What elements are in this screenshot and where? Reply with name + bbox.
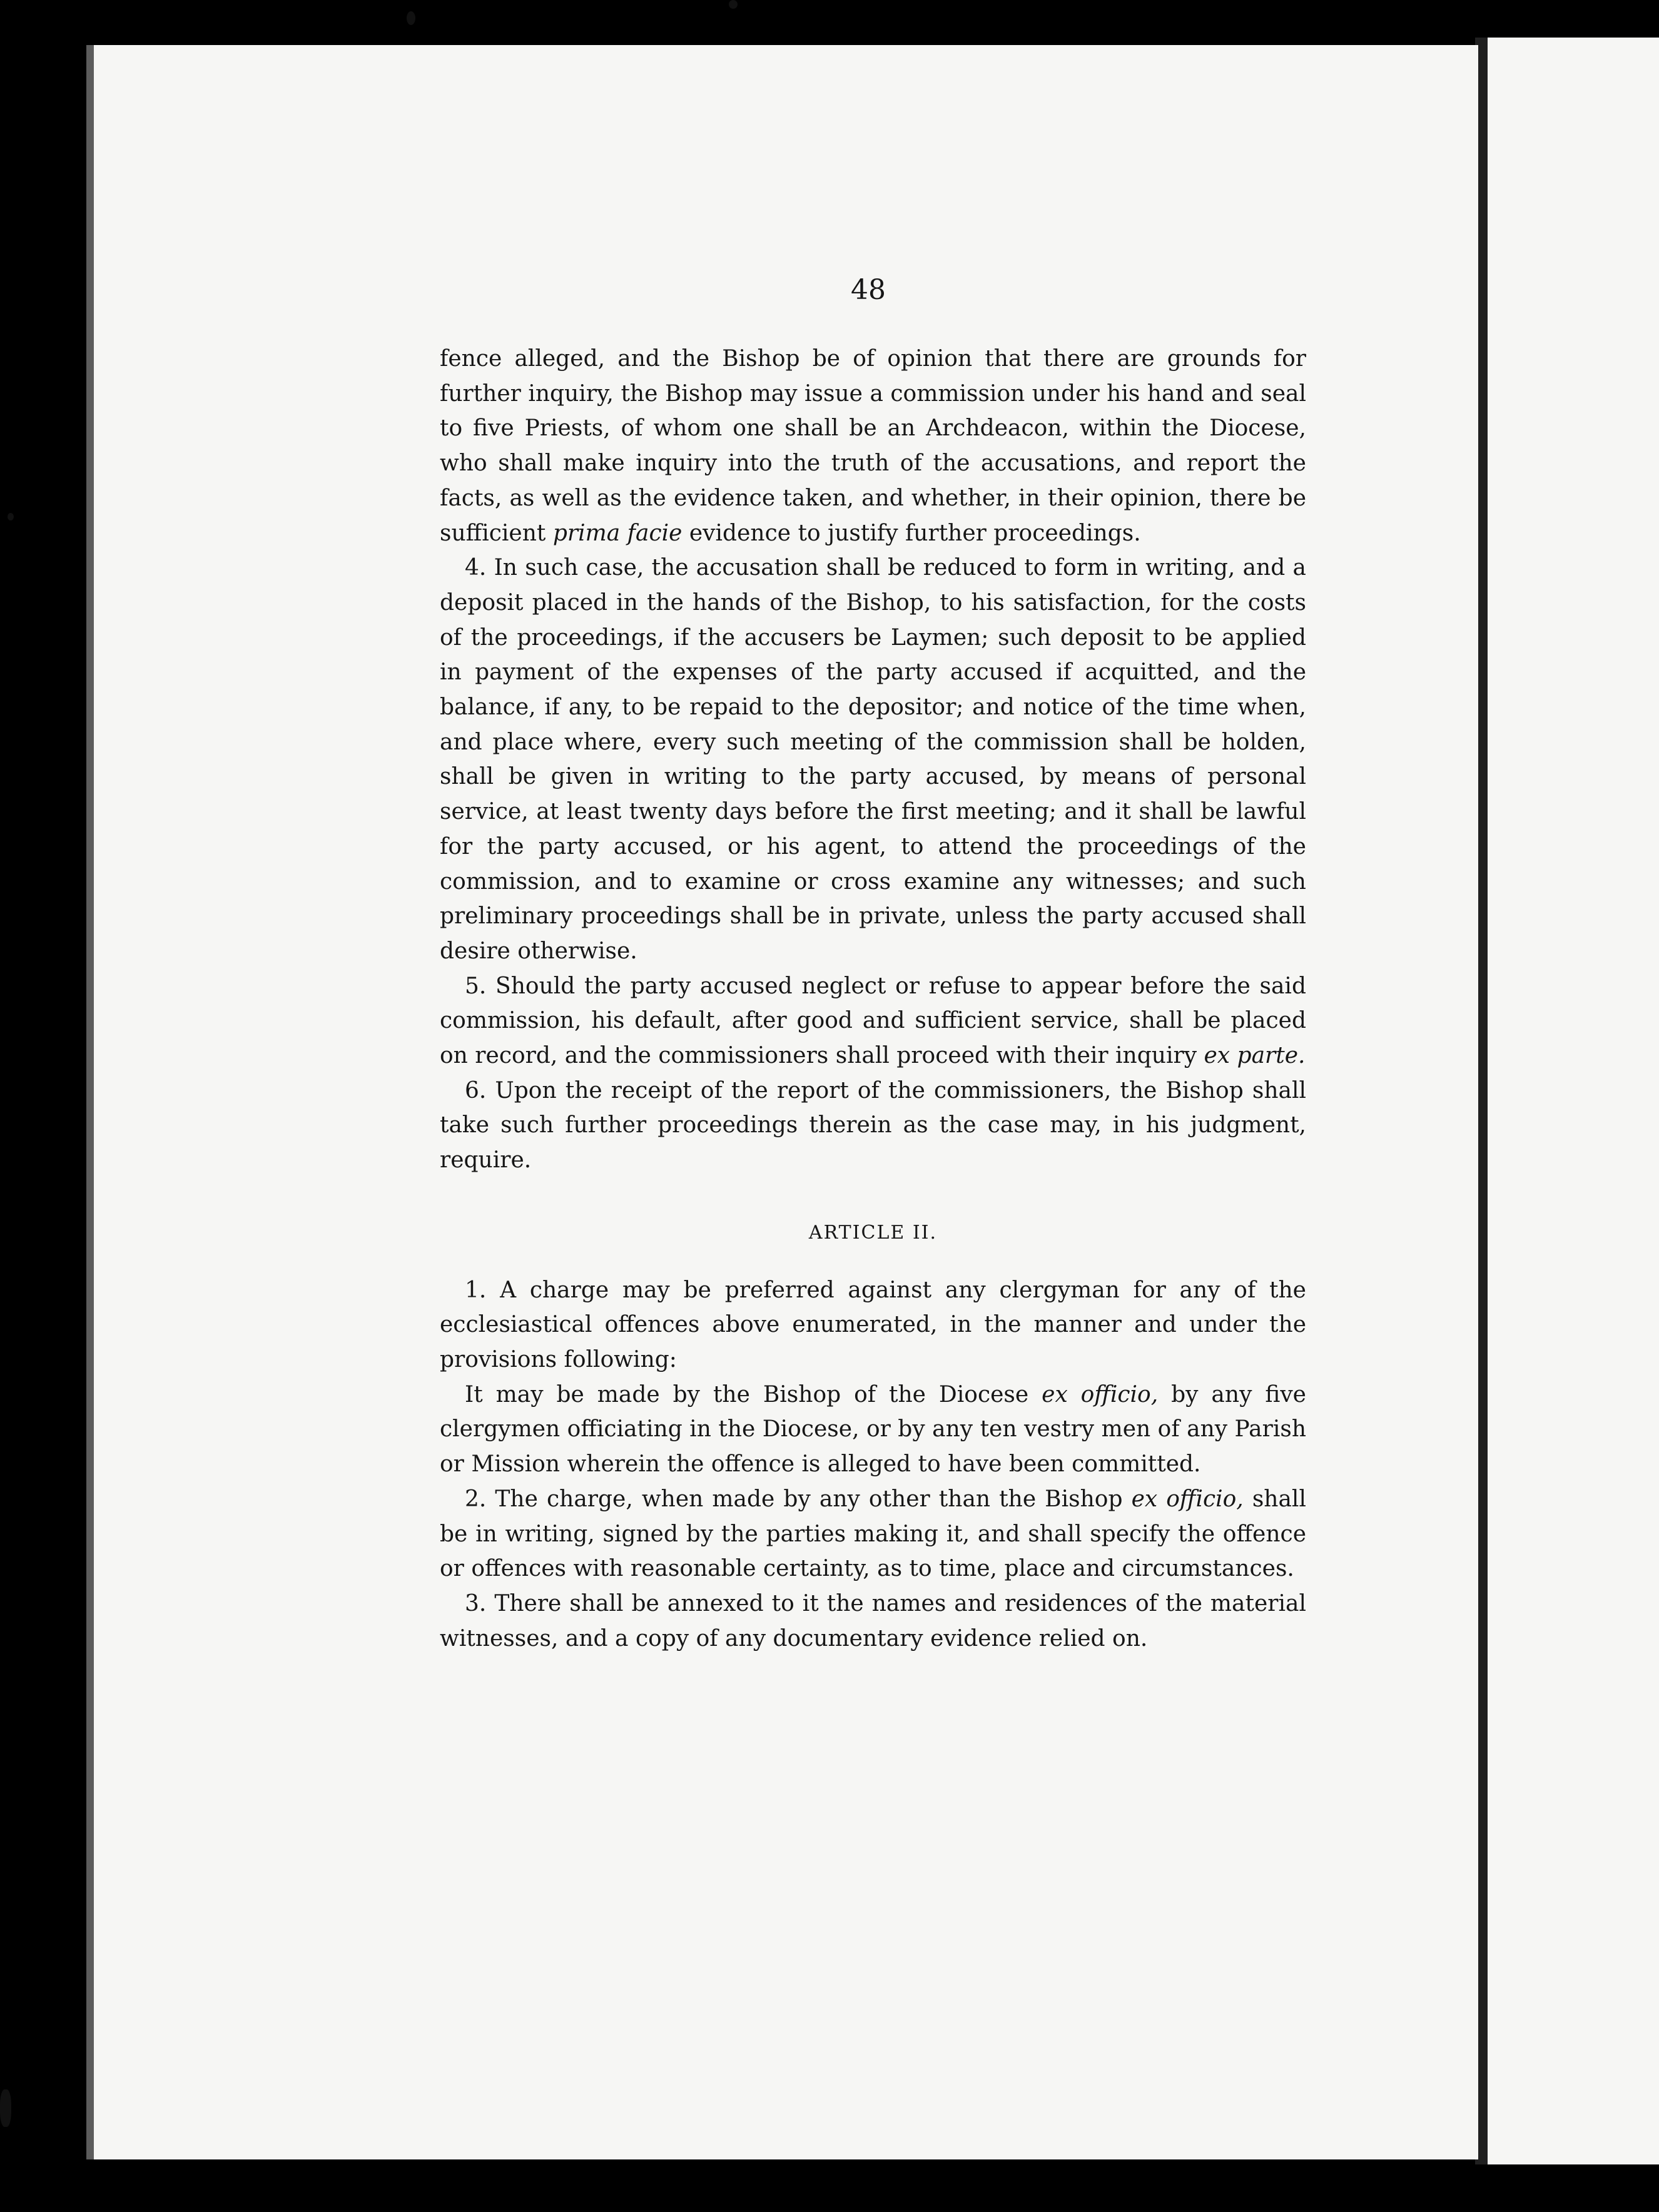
- article-heading: ARTICLE II.: [808, 1221, 938, 1244]
- article2-paragraph-1: 1. A charge may be preferred against any clergyman for any of the ecclesiastical offences above enumerated, in the manner and under the provisions following:: [440, 1277, 1306, 1372]
- paragraph-continuation: fence alleged, and the Bishop be of opinion that there are grounds for further inquiry, the Bishop may issue a commission under his hand and seal to five Priests, of whom one shall be an Archdeacon, within the Diocese, who shall make inquiry into the truth of the accusations, and report the facts, as well as the evidence taken, and whether, in their opinion, there be sufficient prima facie evidence to justify further proceedings.: [440, 346, 1306, 546]
- paragraph-6: 6. Upon the receipt of the report of the commissioners, the Bishop shall take such further proceedings therein as the case may, in his judgment, require.: [440, 1077, 1306, 1174]
- facing-page-edge: [1488, 38, 1659, 2164]
- italic-phrase: ex officio,: [1042, 1381, 1159, 1408]
- paragraph-4: 4. In such case, the accusation shall be reduced to form in writing, and a deposit placed in the hands of the Bishop, to his satisfaction, for the costs of the proceedings, if the accusers be Laymen; such deposit to be applied in payment of the expenses of the party accused if acquitted, and the balance, if any, to be repaid to the depositor; and notice of the time when, and place where, every such meeting of the commission shall be holden, shall be given in writing to the party accused, by means of personal service, at least twenty days before the first meeting; and it shall be lawful for the party accused, or his agent, to attend the proceedings of the commission, and to examine or cross examine any witnesses; and such preliminary proceedings shall be in private, unless the party accused shall desire otherwise.: [440, 555, 1306, 964]
- article2-paragraph-2: 2. The charge, when made by any other than the Bishop ex officio, shall be in writing, signed by the parties making it, and shall specify the offence or offences with reasonable certainty, as to time, place and circumstances.: [440, 1486, 1306, 1582]
- scan-speck: [729, 0, 738, 9]
- scan-speck: [407, 11, 415, 25]
- scan-speck: [8, 513, 14, 520]
- scan-speck: [0, 2089, 11, 2127]
- italic-phrase: prima facie: [552, 520, 682, 546]
- italic-phrase: ex parte.: [1204, 1043, 1306, 1069]
- article-text: [440, 342, 1306, 1656]
- article2-paragraph-1b: It may be made by the Bishop of the Diocese ex officio, by any five clergymen officiating in the Diocese, or by any ten vestry men of any Parish or Mission wherein the offence is alleged to have been committed.: [440, 1381, 1306, 1478]
- italic-phrase: ex officio,: [1131, 1486, 1244, 1512]
- page-number: 48: [851, 274, 886, 306]
- article2-paragraph-3: 3. There shall be annexed to it the names and residences of the material witnesses, and a copy of any documentary evidence relied on.: [440, 1590, 1306, 1651]
- paragraph-5: 5. Should the party accused neglect or refuse to appear before the said commission, his default, after good and sufficient service, shall be placed on record, and the commissioners shall proceed with their inquiry ex parte.: [440, 973, 1306, 1069]
